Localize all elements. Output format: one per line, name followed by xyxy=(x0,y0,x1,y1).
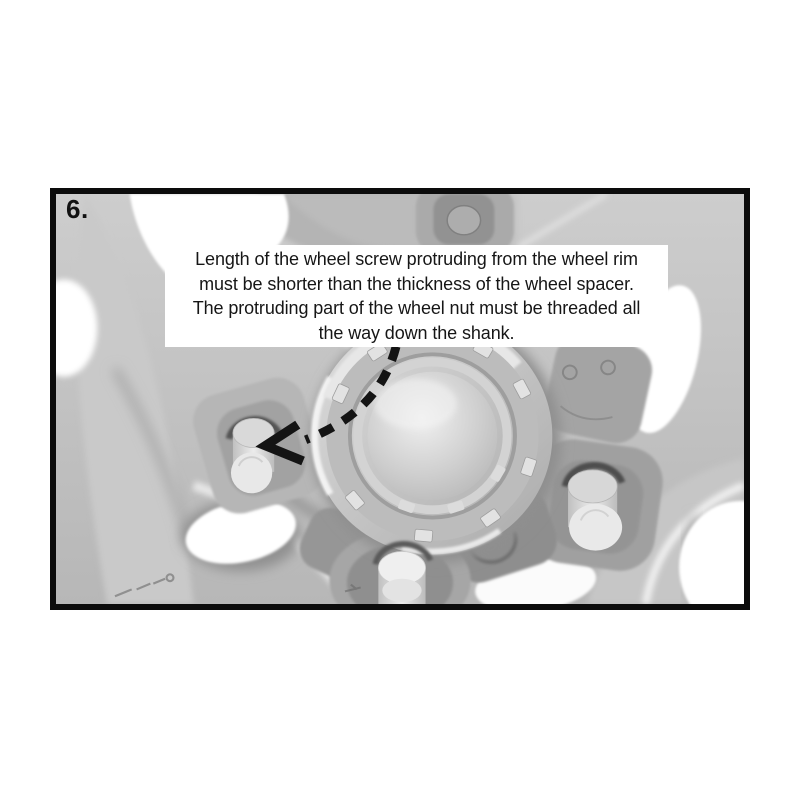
caption-line-2: must be shorter than the thickness of the wheel spacer. xyxy=(199,273,634,294)
caption-line-4: the way down the shank. xyxy=(318,322,515,343)
step-number: 6. xyxy=(66,194,89,224)
hub-assembly xyxy=(312,316,562,563)
caption-box xyxy=(165,245,668,347)
caption-line-3: The protruding part of the wheel nut must be threaded all xyxy=(192,298,641,318)
wheel-stud-right xyxy=(565,465,622,550)
wheel-stud-bottom xyxy=(375,544,430,604)
instruction-figure xyxy=(50,188,750,610)
caption-line-1: Length of the wheel screw protruding from the wheel rim xyxy=(195,249,638,269)
